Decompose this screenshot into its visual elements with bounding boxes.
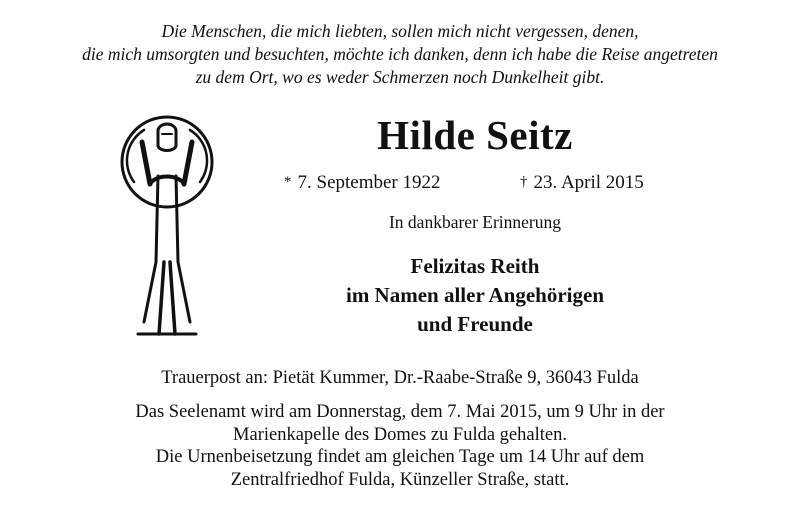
service-line: Zentralfriedhof Fulda, Künzeller Straße, statt. xyxy=(230,469,570,490)
signer-line: und Freunde xyxy=(417,312,533,336)
service-line: Das Seelenamt wird am Donnerstag, dem 7. Mai 2015, um 9 Uhr in der xyxy=(135,402,665,422)
birth-date xyxy=(284,171,441,196)
poem xyxy=(0,20,800,89)
death-symbol: † xyxy=(520,174,528,190)
death-date xyxy=(520,171,644,196)
poem-line: die mich umsorgten und besuchten, möchte ich danken, denn ich habe die Reise angetreten xyxy=(82,44,718,64)
mail-address: Trauerpost an: Pietät Kummer, Dr.-Raabe-Straße 9, 36043 Fulda xyxy=(161,368,639,388)
poem-line: Die Menschen, die mich liebten, sollen mich nicht vergessen, denen, xyxy=(161,21,639,41)
birth-date-text: 7. September 1922 xyxy=(297,172,441,193)
poem-line: zu dem Ort, wo es weder Schmerzen noch Dunkelheit gibt. xyxy=(195,67,605,87)
service-line: Marienkapelle des Domes zu Fulda gehalten. xyxy=(233,424,567,445)
remembrance-text: In dankbarer Erinnerung xyxy=(388,212,561,232)
service-line: Die Urnenbeisetzung findet am gleichen Tage um 14 Uhr auf dem xyxy=(155,447,645,467)
death-date-text: 23. April 2015 xyxy=(533,172,644,193)
deceased-name: Hilde Seitz xyxy=(377,112,573,158)
signer-line: im Namen aller Angehörigen xyxy=(345,283,604,307)
risen-figure-icon xyxy=(112,112,222,340)
signers xyxy=(250,252,700,339)
service-info xyxy=(0,401,800,491)
signer-line: Felizitas Reith xyxy=(410,254,540,278)
birth-symbol: * xyxy=(284,174,292,190)
